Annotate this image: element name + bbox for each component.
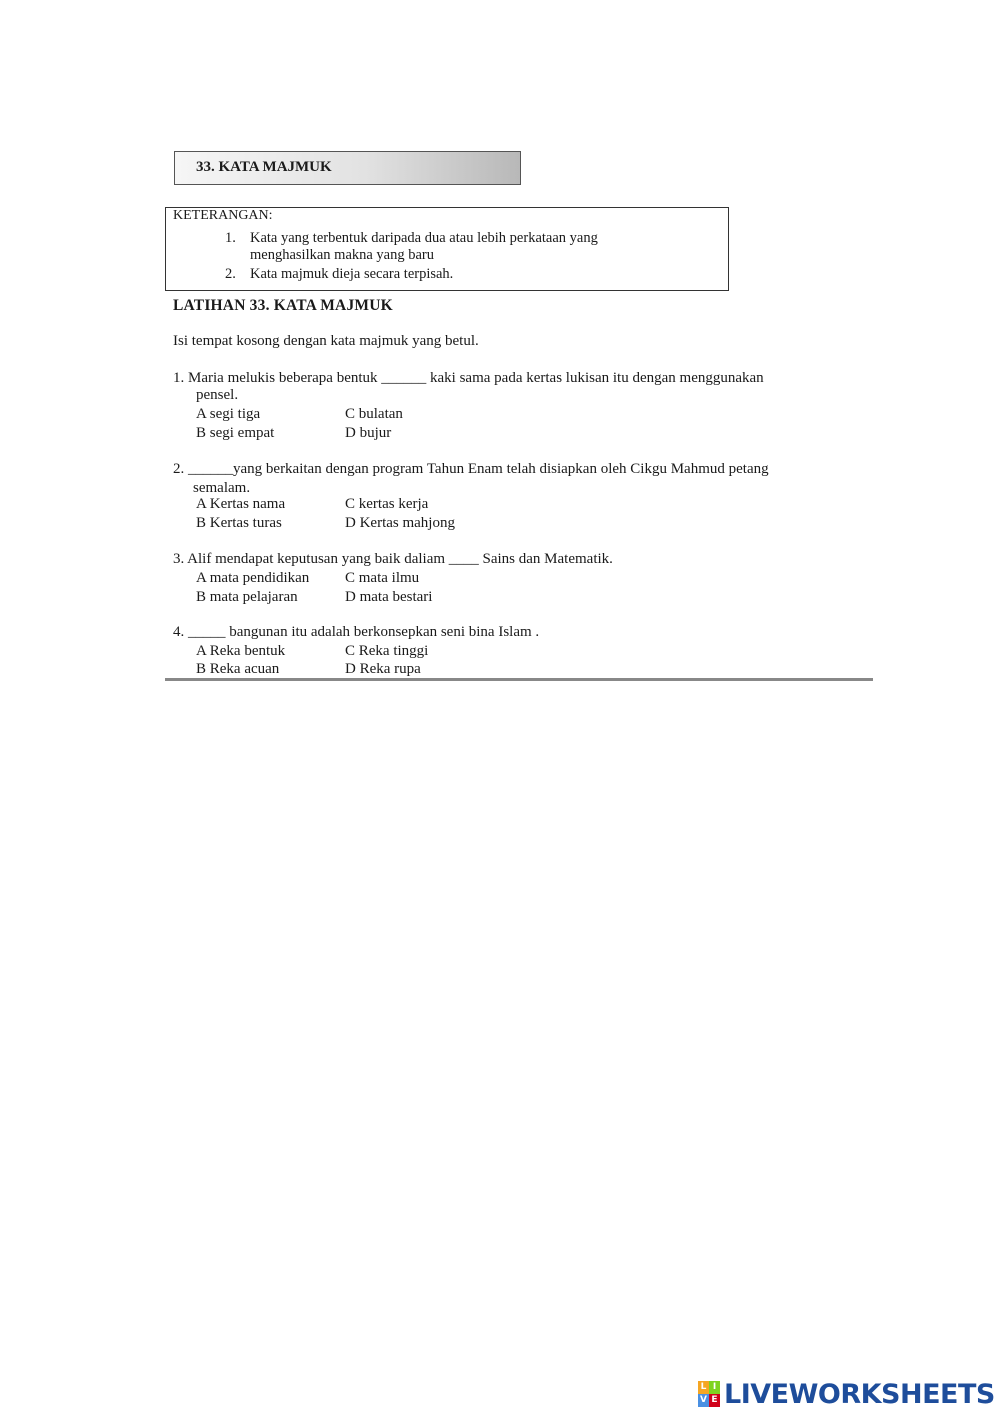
question-1-option-d[interactable]: D bujur — [345, 425, 392, 441]
keterangan-item-number: 1. — [225, 230, 236, 246]
logo-letter-v: V — [698, 1394, 709, 1407]
question-3-option-c[interactable]: C mata ilmu — [345, 570, 420, 586]
keterangan-item-2-line-1: Kata majmuk dieja secara terpisah. — [250, 266, 454, 282]
logo-letter-l: L — [698, 1381, 709, 1394]
logo-letter-e: E — [709, 1394, 720, 1407]
exercise-heading: LATIHAN 33. KATA MAJMUK — [173, 297, 393, 314]
question-4-option-b[interactable]: B Reka acuan — [196, 661, 280, 677]
question-3-option-d[interactable]: D mata bestari — [345, 589, 433, 605]
instruction-text: Isi tempat kosong dengan kata majmuk yang betul. — [173, 333, 479, 349]
question-1-line-1: 1. Maria melukis beberapa bentuk ______ kaki sama pada kertas lukisan itu dengan menggunakan — [173, 370, 764, 386]
question-3-option-a[interactable]: A mata pendidikan — [196, 570, 310, 586]
question-2-option-a[interactable]: A Kertas nama — [196, 496, 286, 512]
keterangan-item-number: 2. — [225, 266, 236, 282]
title-box — [174, 151, 521, 185]
question-2-line-1: 2. ______yang berkaitan dengan program Tahun Enam telah disiapkan oleh Cikgu Mahmud petang — [173, 461, 769, 477]
page-title: 33. KATA MAJMUK — [196, 159, 332, 175]
question-1-option-c[interactable]: C bulatan — [345, 406, 403, 422]
keterangan-box — [165, 207, 729, 291]
question-4-option-d[interactable]: D Reka rupa — [345, 661, 421, 677]
liveworksheets-logo-icon — [698, 1381, 720, 1407]
question-2-option-c[interactable]: C kertas kerja — [345, 496, 429, 512]
question-4-option-a[interactable]: A Reka bentuk — [196, 643, 286, 659]
question-2-line-2: semalam. — [193, 480, 251, 496]
question-4-line-1: 4. _____ bangunan itu adalah berkonsepkan seni bina Islam . — [173, 624, 540, 640]
question-2-option-b[interactable]: B Kertas turas — [196, 515, 282, 531]
question-2-option-d[interactable]: D Kertas mahjong — [345, 515, 455, 531]
logo-letter-i: I — [709, 1381, 720, 1394]
question-4-option-c[interactable]: C Reka tinggi — [345, 643, 429, 659]
brand-text: LIVEWORKSHEETS — [724, 1378, 995, 1410]
question-3-option-b[interactable]: B mata pelajaran — [196, 589, 298, 605]
bottom-divider — [165, 678, 873, 681]
keterangan-item-1-line-2: menghasilkan makna yang baru — [250, 247, 435, 263]
liveworksheets-brand — [698, 1378, 995, 1410]
keterangan-label: KETERANGAN: — [173, 208, 273, 223]
keterangan-item-1-line-1: Kata yang terbentuk daripada dua atau lebih perkataan yang — [250, 230, 598, 246]
question-1-option-a[interactable]: A segi tiga — [196, 406, 261, 422]
question-1-line-2: pensel. — [196, 387, 239, 403]
question-1-option-b[interactable]: B segi empat — [196, 425, 275, 441]
question-3-line-1: 3. Alif mendapat keputusan yang baik daliam ____ Sains dan Matematik. — [173, 551, 613, 567]
